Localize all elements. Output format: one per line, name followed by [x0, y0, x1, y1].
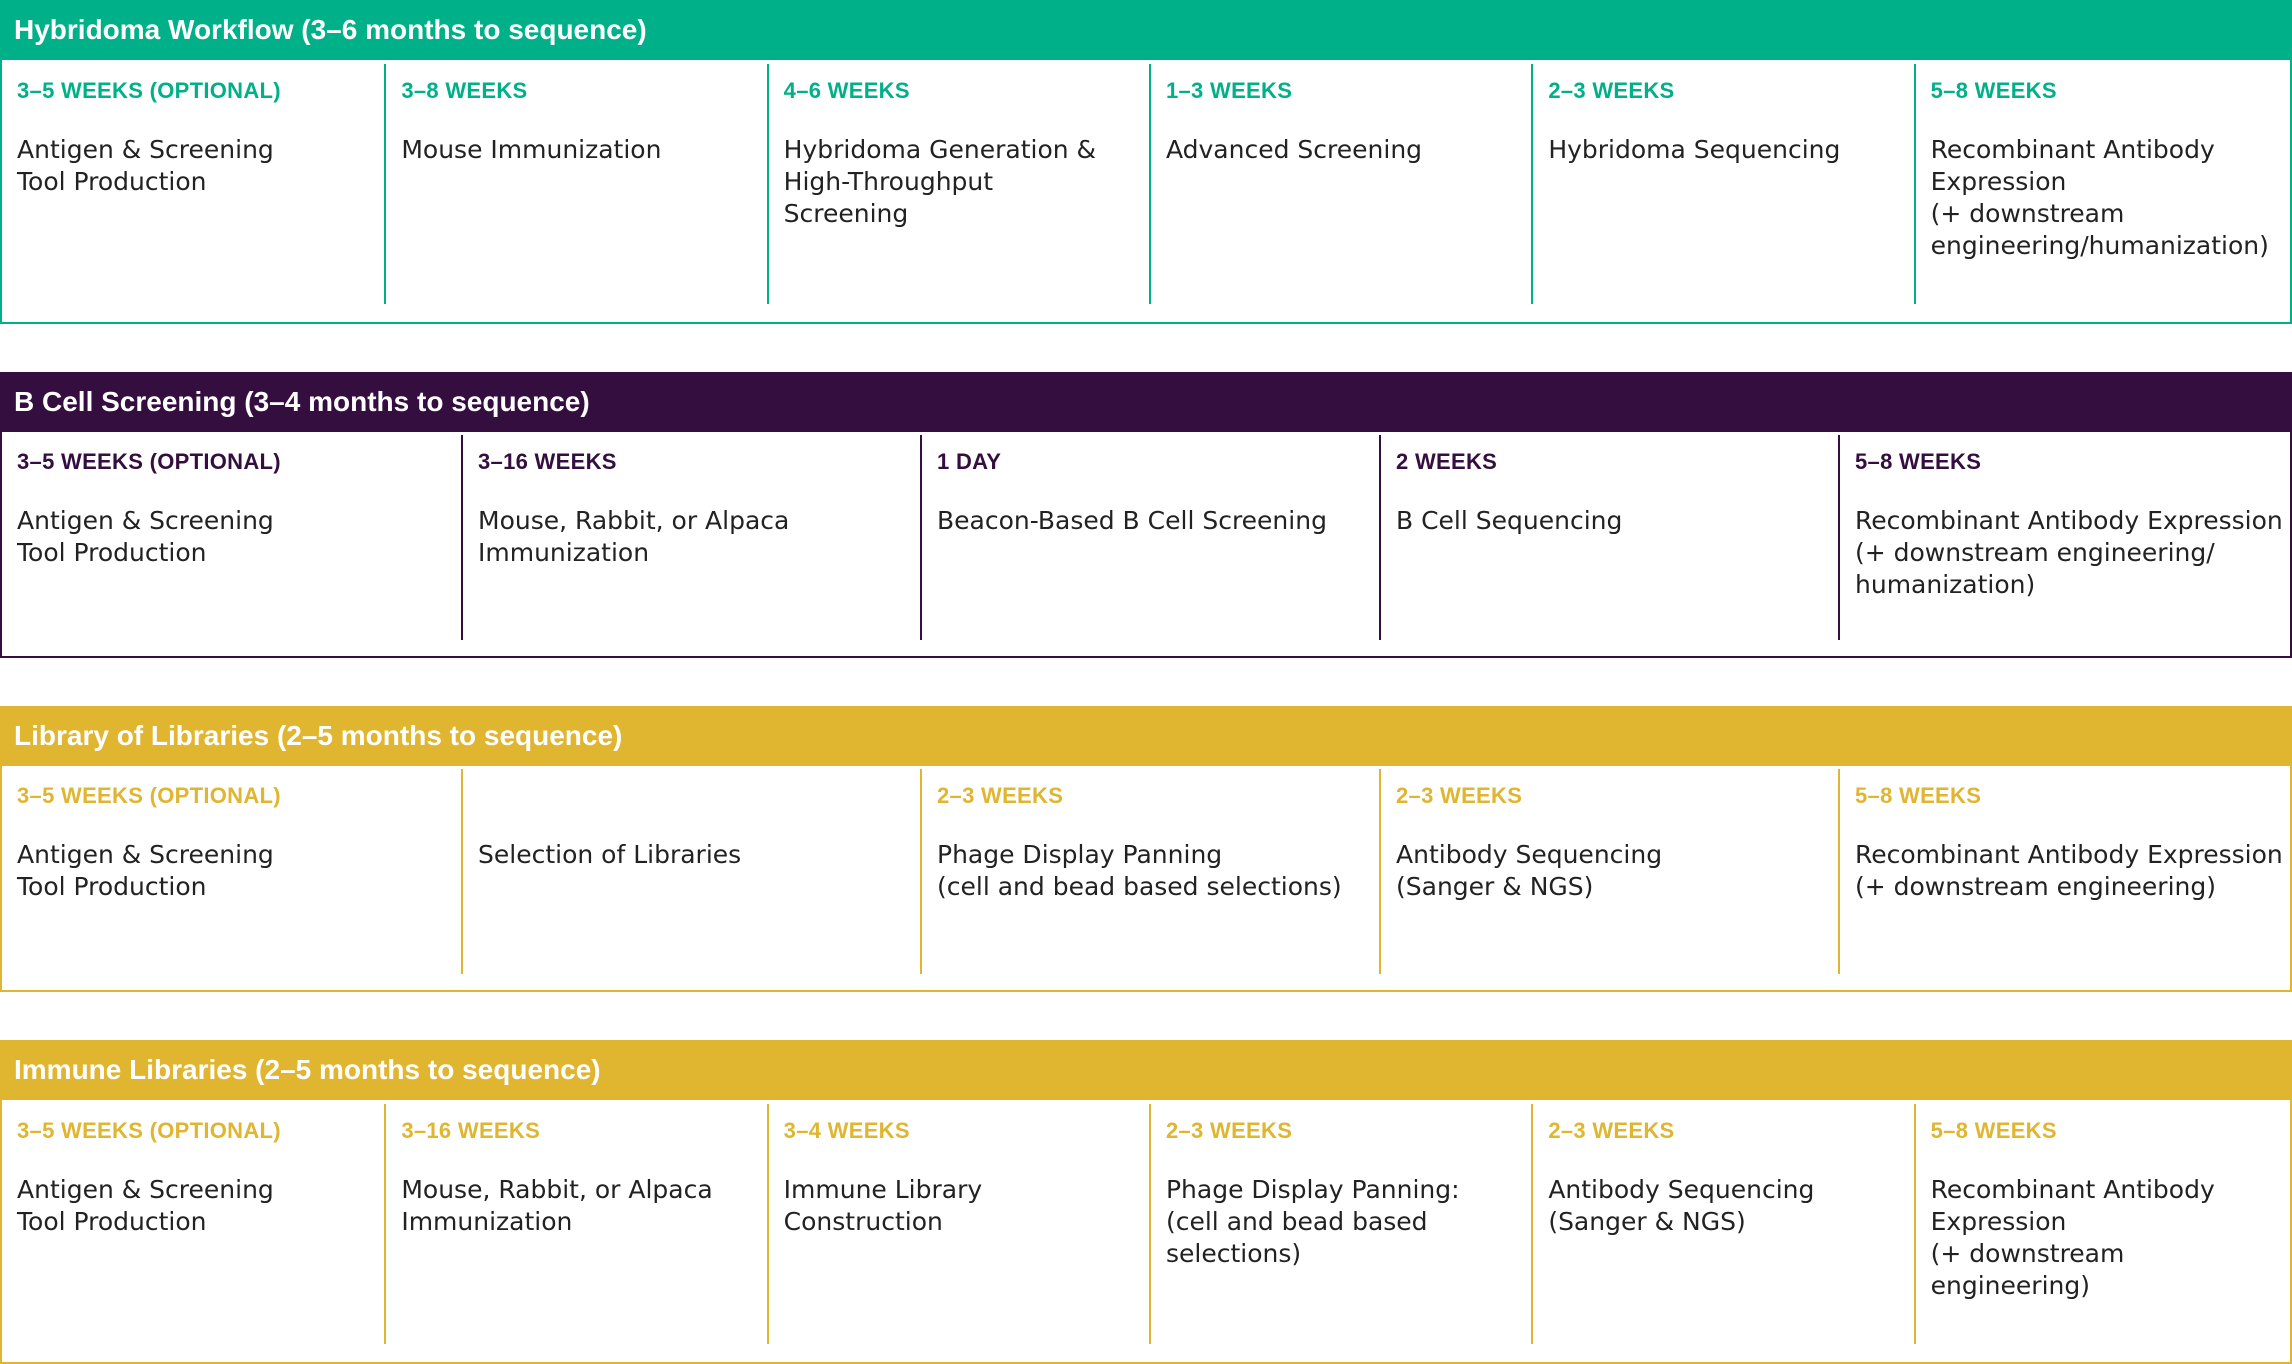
workflow-step [461, 769, 920, 974]
step-label: Immune Library Construction [783, 1175, 983, 1236]
workflow-step [920, 769, 1379, 974]
step-label: Mouse Immunization [401, 135, 662, 164]
workflow-steps [2, 1104, 2290, 1344]
step-label: B Cell Sequencing [1396, 506, 1623, 535]
step-label: Phage Display Panning: (cell and bead based selections) [1165, 1175, 1460, 1268]
step-duration: 5–8 WEEKS [1930, 78, 2057, 103]
step-duration: 1–3 WEEKS [1165, 78, 1293, 103]
step-duration: 2 WEEKS [1396, 449, 1498, 474]
step-label: Phage Display Panning (cell and bead based selections) [937, 840, 1342, 901]
workflow-step [1149, 1104, 1531, 1344]
step-duration: 5–8 WEEKS [1855, 449, 1982, 474]
workflow-panel [0, 1040, 2292, 1364]
step-duration: 2–3 WEEKS [1548, 78, 1675, 103]
step-duration: 2–3 WEEKS [937, 783, 1064, 808]
step-duration: 3–5 WEEKS (OPTIONAL) [17, 449, 281, 474]
workflow-step [1149, 64, 1531, 304]
step-duration: 5–8 WEEKS [1855, 783, 1982, 808]
workflow-panel [0, 706, 2292, 992]
workflow-step [2, 64, 384, 304]
workflow-step [1838, 435, 2292, 640]
workflow-step [461, 435, 920, 640]
step-label: Antigen & Screening Tool Production [17, 135, 274, 196]
step-label: Antigen & Screening Tool Production [17, 506, 274, 567]
step-duration: 3–16 WEEKS [401, 1118, 541, 1143]
step-label: Recombinant Antibody Expression (+ downstream engineering) [1855, 840, 2283, 901]
step-duration: 3–5 WEEKS (OPTIONAL) [17, 783, 281, 808]
step-duration: 2–3 WEEKS [1165, 1118, 1293, 1143]
step-duration: 3–5 WEEKS (OPTIONAL) [17, 1118, 281, 1143]
step-duration: 2–3 WEEKS [1548, 1118, 1675, 1143]
step-duration: 5–8 WEEKS [1930, 1118, 2057, 1143]
step-duration: 2–3 WEEKS [1396, 783, 1523, 808]
step-label: Beacon-Based B Cell Screening [937, 506, 1327, 535]
step-label: Mouse, Rabbit, or Alpaca Immunization [401, 1175, 713, 1236]
step-duration: 4–6 WEEKS [783, 78, 910, 103]
workflow-title: Hybridoma Workflow (3–6 months to sequence) [0, 0, 2292, 60]
step-label: Antibody Sequencing (Sanger & NGS) [1548, 1175, 1815, 1236]
step-label: Hybridoma Generation & High-Throughput Screening [783, 135, 1097, 228]
step-duration: 3–4 WEEKS [783, 1118, 910, 1143]
workflow-step [1914, 1104, 2292, 1344]
step-duration: 1 DAY [937, 449, 1002, 474]
step-label: Antigen & Screening Tool Production [17, 1175, 274, 1236]
workflow-step [920, 435, 1379, 640]
step-duration: 3–5 WEEKS (OPTIONAL) [17, 78, 281, 103]
workflow-panel [0, 372, 2292, 658]
workflow-step [1531, 64, 1913, 304]
step-duration: 3–8 WEEKS [401, 78, 528, 103]
workflow-steps [2, 435, 2290, 640]
workflow-step [2, 769, 461, 974]
workflow-steps [2, 769, 2290, 974]
step-label: Antibody Sequencing (Sanger & NGS) [1396, 840, 1663, 901]
workflow-step [2, 435, 461, 640]
workflow-steps [2, 64, 2290, 304]
workflow-step [384, 1104, 766, 1344]
workflow-step [1379, 435, 1838, 640]
workflow-step [767, 1104, 1149, 1344]
step-label: Recombinant Antibody Expression (+ downstream engineering) [1930, 1175, 2215, 1300]
step-label: Recombinant Antibody Expression (+ downstream engineering/humanization) [1930, 135, 2269, 260]
workflow-title: Library of Libraries (2–5 months to sequence) [0, 706, 2292, 766]
workflow-step [1531, 1104, 1913, 1344]
workflow-step [1914, 64, 2292, 304]
workflow-step [2, 1104, 384, 1344]
workflow-title: B Cell Screening (3–4 months to sequence) [0, 372, 2292, 432]
step-label: Recombinant Antibody Expression (+ downstream engineering/ humanization) [1855, 506, 2283, 599]
workflow-step [1379, 769, 1838, 974]
workflow-step [1838, 769, 2292, 974]
step-label: Antigen & Screening Tool Production [17, 840, 274, 901]
workflow-step [384, 64, 766, 304]
step-duration: 3–16 WEEKS [478, 449, 617, 474]
workflow-panel [0, 0, 2292, 324]
step-label: Selection of Libraries [478, 840, 742, 869]
step-label: Advanced Screening [1165, 135, 1423, 164]
step-label: Mouse, Rabbit, or Alpaca Immunization [478, 506, 790, 567]
step-label: Hybridoma Sequencing [1548, 135, 1841, 164]
workflow-step [767, 64, 1149, 304]
workflow-title: Immune Libraries (2–5 months to sequence) [0, 1040, 2292, 1100]
